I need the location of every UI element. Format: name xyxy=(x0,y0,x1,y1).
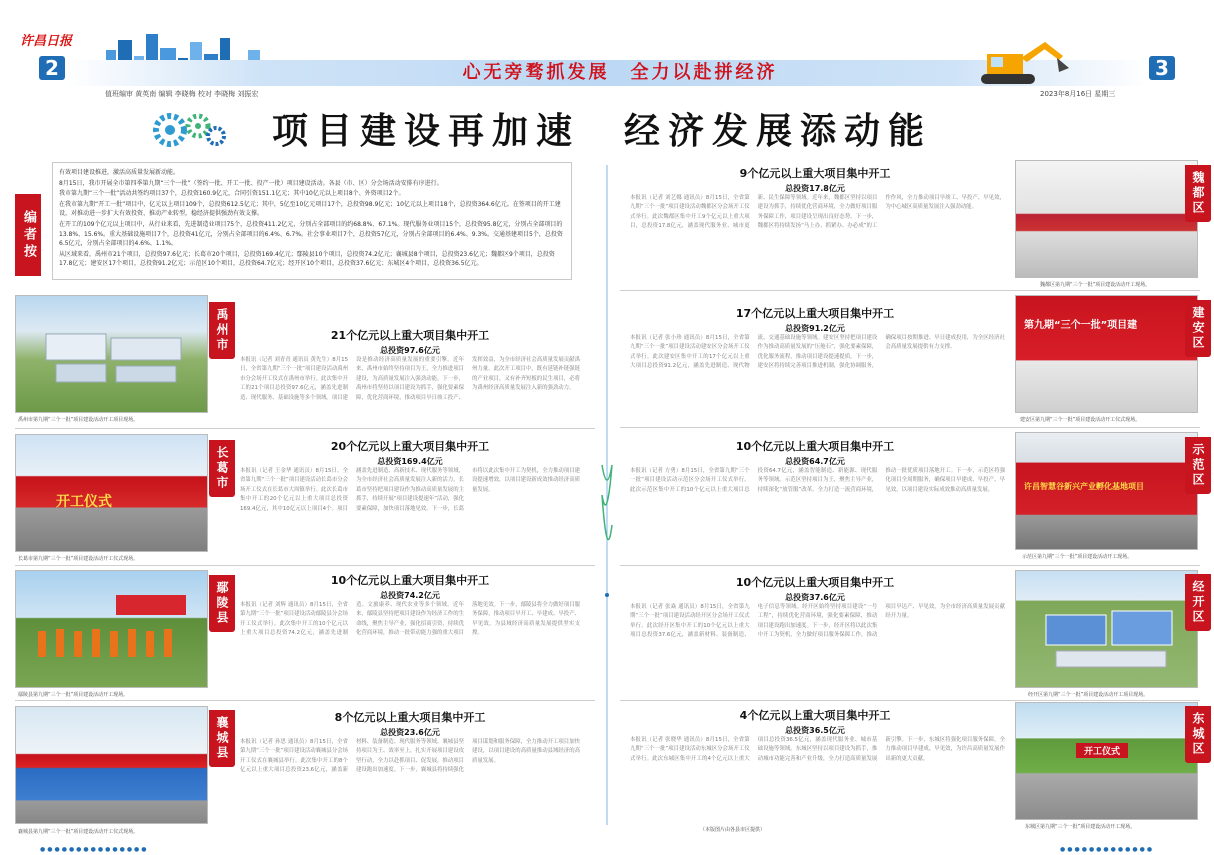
article-body: 本报讯（记者 刘青青 通讯员 黄先生）8月15日，全省第九期“三个一批”项目建设活动禹州市分会场开工仪式在禹州市举行。此次集中开工的21个项目总投资97.6亿元，涵盖先进制造、现代服务、基础设施等多个领域。项目建设是推动经济高质量发展的重要引擎。近年来，禹州市始终坚持项目为王，全力推进项目建设，为高质量发展注入强劲动能。下一步，禹州市将坚持以项目建设为抓手，强化要素保障，优化营商环境，推动项目早日竣工投产、发挥效益，为全市经济社会高质量发展贡献禹州力量。此次开工项目中，既有延链补链强链的产业项目，又有补齐短板的民生项目，必将为禹州经济高质量发展注入新的强劲动力。 xyxy=(240,357,580,401)
yanling-workers-photo xyxy=(15,570,208,688)
section-divider xyxy=(15,565,595,566)
weidu-meeting-photo xyxy=(1015,160,1198,278)
banner-text: 开工仪式 xyxy=(56,494,112,510)
article-subtitle: 总投资37.6亿元 xyxy=(785,593,845,602)
area-tag-yanling: 鄢陵县 xyxy=(209,575,235,632)
article-body: 本报讯（记者 张小珍 通讯员）8月15日，全省第九期“三个一批”项目建设活动建安区分会场开工仪式举行。此次建安区集中开工的17个亿元以上重大项目总投资91.2亿元，涵盖先进制造、现代物流、交通基础设施等领域。建安区坚持把项目建设作为推动高质量发展的“压舱石”，强化要素保障，优化服务流程，推动项目建设提速提质。下一步，建安区将持续完善项目推进机制，强化协调服务，确保项目按期推进、早日建成投用，为全区经济社会高质量发展提供有力支撑。 xyxy=(630,335,1005,370)
staff-line: 值班编审 黄英南 编辑 李晓梅 校对 李晓梅 刘振宏 xyxy=(105,90,259,98)
page-slogan: 心无旁骛抓发展 全力以赴拼经济 xyxy=(462,62,778,83)
page-number-left: 2 xyxy=(39,56,65,80)
article-title: 10个亿元以上重大项目集中开工 xyxy=(735,440,895,453)
article-subtitle: 总投资74.2亿元 xyxy=(380,591,440,600)
article-body: 本报讯（记者 方勇）8月15日，全省第九期“三个一批”项目建设活动示范区分会场开工仪式举行。此次示范区集中开工的10个亿元以上重大项目总投资64.7亿元，涵盖智能制造、新能源、现代服务等领域。示范区坚持项目为王，聚焦主导产业，持续深化“放管服”改革，全力打造一流营商环境，推动一批优质项目落地开工。下一步，示范区将强化项目全周期服务，确保项目早建成、早投产、早见效，以项目建设实际成效推动高质量发展。 xyxy=(630,468,1005,493)
footer-dots-left: ●●●●●●●●●●●●●●● xyxy=(40,846,149,853)
center-divider-decoration xyxy=(600,165,614,825)
page-headline: 项目建设再加速 经济发展添动能 xyxy=(272,111,933,152)
article-title: 8个亿元以上重大项目集中开工 xyxy=(334,711,486,724)
section-divider xyxy=(620,565,1200,566)
article-title: 21个亿元以上重大项目集中开工 xyxy=(330,329,490,342)
article-subtitle: 总投资169.4亿元 xyxy=(377,457,443,466)
banner-text: 第九期“三个一批”项目建 xyxy=(1024,320,1138,331)
photo-caption: 示范区第九期“三个一批”项目建设活动开工现场。 xyxy=(1022,554,1133,560)
photo-caption: 襄城县第九期“三个一批”项目建设活动开工仪式现场。 xyxy=(18,829,139,835)
banner-text: 许昌智慧谷新兴产业孵化基地项目 xyxy=(1024,482,1144,491)
photo-caption: 经开区第九期“三个一批”项目建设活动开工项目现场。 xyxy=(1028,692,1149,698)
editor-note-paragraph: 从区域来看，禹州市21个项目，总投资97.6亿元；长葛市20个项目，总投资169.4亿元；鄢陵县10个项目，总投资74.2亿元；襄城县8个项目，总投资23.6亿元；魏都区9个项目，总投资17.8亿元；建安区17个项目，总投资91.2亿元；示范区10个项目，总投资64.7亿元；经开区10个项目，总投资37.6亿元；东城区4个项目，总投资36.5亿元。 xyxy=(59,250,555,268)
photo-caption: 长葛市第九期“三个一批”项目建设活动开工仪式现场。 xyxy=(18,556,139,562)
photo-caption: 禹州市第九期“三个一批”项目建设活动开工项目现场。 xyxy=(18,417,139,423)
article-subtitle: 总投资36.5亿元 xyxy=(785,726,845,735)
yuzhou-project-photo xyxy=(15,295,208,413)
xiangcheng-ceremony-photo xyxy=(15,706,208,824)
article-body: 本报讯（记者 刘辉 通讯员）8月15日，全省第九期“三个一批”项目建设活动鄢陵县分会场开工仪式举行。此次集中开工的10个亿元以上重大项目总投资74.2亿元，涵盖先进制造、文旅康养、现代农业等多个领域。近年来，鄢陵县坚持把项目建设作为经济工作的生命线，聚焦主导产业，强化招商引资，持续优化营商环境，推动一批带动能力强的重大项目落地见效。下一步，鄢陵县将全力做好项目服务保障，推动项目早开工、早建成、早投产、早见效，为县域经济高质量发展提供坚实支撑。 xyxy=(240,602,580,637)
editor-note-tag: 编者按 xyxy=(15,194,41,276)
article-subtitle: 总投资91.2亿元 xyxy=(785,324,845,333)
article-subtitle: 总投资64.7亿元 xyxy=(785,457,845,466)
photo-caption: 鄢陵县第九期“三个一批”项目建设活动开工现场。 xyxy=(18,692,129,698)
article-subtitle: 总投资17.8亿元 xyxy=(785,184,845,193)
article-subtitle: 总投资23.6亿元 xyxy=(380,728,440,737)
photo-caption: 魏都区第九期“三个一批”项目建设活动开工现场。 xyxy=(1040,282,1151,288)
article-title: 10个亿元以上重大项目集中开工 xyxy=(330,574,490,587)
article-body: 本报讯（记者 刘艺娜 通讯员）8月15日，全省第九期“三个一批”项目建设活动魏都区分会场开工仪式举行。此次魏都区集中开工9个亿元以上重大项目，总投资17.8亿元，涵盖现代服务业、城市更新、民生保障等领域。近年来，魏都区坚持以项目建设为抓手，持续优化营商环境，全力做好项目服务保障工作，项目建设呈现出良好态势。下一步，魏都区将持续发扬“马上办、抓紧办、办必成”的工作作风，全力推动项目早竣工、早投产、早见效，为中心城区高质量发展注入强劲动能。 xyxy=(630,195,1005,230)
editor-note-paragraph: 在开工的109个亿元以上项目中，从行业来看，先进制造业项目75个，总投资411.2亿元，分别占全部项目的约68.8%、67.1%。现代服务业项目15个，总投资95.8亿元，分别占全部项目的13.8%、15.6%。重大基础设施项目7个，总投资41亿元，分别占全部项目的6.4%、6.7%。社会事业项目7个，总投资57亿元，分别占全部项目的6.4%、9.3%。交通基建项目5个，总投资6.5亿元，分别占全部项目的4.6%、1.1%。 xyxy=(59,220,563,248)
shifan-ceremony-photo xyxy=(1015,432,1198,550)
area-tag-jianan: 建安区 xyxy=(1185,300,1211,357)
editor-note-paragraph: 我市第九期“三个一批”活动共签约项目37个，总投资160.9亿元，合同引资151.1亿元；其中10亿元以上项目8个、外资项目2个。 xyxy=(59,190,405,198)
area-tag-shifan: 示范区 xyxy=(1185,437,1211,494)
article-title: 9个亿元以上重大项目集中开工 xyxy=(739,167,891,180)
dongcheng-ceremony-photo xyxy=(1015,702,1198,820)
area-tag-yuzhou: 禹州市 xyxy=(209,302,235,359)
article-body: 本报讯（记者 张晓华 通讯员）8月15日，全省第九期“三个一批”项目建设活动东城区分会场开工仪式举行。此次东城区集中开工的4个亿元以上重大项目总投资36.5亿元，涵盖现代服务业、城市基础设施等领域。东城区坚持以项目建设为抓手，推动城市功能完善和产业升级，全力打造高质量发展新引擎。下一步，东城区将强化项目服务保障，全力推动项目早建成、早见效，为许昌高质量发展作出新的更大贡献。 xyxy=(630,737,1005,762)
excavator-icon xyxy=(973,38,1073,86)
banner-text: 开工仪式 xyxy=(1076,743,1128,758)
area-tag-dongcheng: 东城区 xyxy=(1185,706,1211,763)
section-divider xyxy=(620,700,1200,701)
article-title: 17个亿元以上重大项目集中开工 xyxy=(735,307,895,320)
jingkai-aerial-photo xyxy=(1015,570,1198,688)
photo-caption: 建安区第九期“三个一批”项目建设活动开工仪式现场。 xyxy=(1020,417,1141,423)
article-title: 10个亿元以上重大项目集中开工 xyxy=(735,576,895,589)
footer-dots-right: ●●●●●●●●●●●●● xyxy=(1060,846,1155,853)
area-tag-jingkai: 经开区 xyxy=(1185,574,1211,631)
editor-note-paragraph: 在我市第九期“开工一批”项目中，亿元以上项目109个，总投资612.5亿元；其中，5亿至10亿元项目17个，总投资98.9亿元；10亿元以上项目18个，总投资364.6亿元。在签项目的开工建设，对推动进一步扩大有效投资、推动产业转型，稳经济提供强劲有效支撑。 xyxy=(59,200,561,218)
section-divider xyxy=(620,427,1200,428)
photo-credit-note: （本版图片由各县市区提供） xyxy=(700,827,766,833)
article-body: 本报讯（记者 张焱 通讯员）8月15日，全省第九期“三个一批”项目建设活动经开区分会场开工仪式举行。此次经开区集中开工的10个亿元以上重大项目总投资37.6亿元，涵盖新材料、装备制造、电子信息等领域。经开区始终坚持项目建设“一号工程”，持续优化营商环境，强化要素保障，推动项目建设跑出加速度。下一步，经开区将以此次集中开工为契机，全力做好项目服务保障工作，推动项目早达产、早见效，为全市经济高质量发展贡献经开力量。 xyxy=(630,604,1005,639)
area-tag-weidu: 魏都区 xyxy=(1185,165,1211,222)
section-divider xyxy=(15,700,595,701)
article-title: 20个亿元以上重大项目集中开工 xyxy=(330,440,490,453)
editor-note-paragraph: 有效项目建设推进，激活高质量发展新动能。 xyxy=(59,169,180,176)
jianan-stage-photo xyxy=(1015,295,1198,413)
gears-icon xyxy=(150,108,230,152)
article-title: 4个亿元以上重大项目集中开工 xyxy=(739,709,891,722)
photo-caption: 东城区第九期“三个一批”项目建设活动开工现场。 xyxy=(1025,824,1136,830)
newspaper-logo: 许昌日报 xyxy=(20,34,73,49)
area-tag-changge: 长葛市 xyxy=(209,440,235,497)
section-divider xyxy=(620,290,1200,291)
publication-date: 2023年8月16日 星期三 xyxy=(1040,90,1116,98)
article-subtitle: 总投资97.6亿元 xyxy=(380,346,440,355)
editor-note-box xyxy=(52,162,572,280)
editor-note-paragraph: 8月15日，我市开展全市第四季第九期“三个一批”（签约一批、开工一批、投产一批）项目建设活动。各县（市、区）分会场活动安排有序进行。 xyxy=(59,179,443,187)
changge-ceremony-photo xyxy=(15,434,208,552)
section-divider xyxy=(15,428,595,429)
article-body: 本报讯（记者 王金华 通讯员）8月15日，全省第九期“三个一批”项目建设活动长葛市分会场开工仪式在长葛市大周镇举行。此次长葛市集中开工的20个亿元以上重大项目总投资169.4亿元，其中10亿元以上项目4个。项目涵盖先进制造、高新技术、现代服务等领域，为全市经济社会高质量发展注入新的活力。长葛市坚持把项目建设作为推动高质量发展的主抓手，持续开展“项目建设提速年”活动，强化要素保障，加快项目落地见效。下一步，长葛市将以此次集中开工为契机，全力推动项目建设提速增效，以项目建设新成效推动经济高质量发展。 xyxy=(240,468,580,512)
page-number-right: 3 xyxy=(1149,56,1175,80)
area-tag-xiangcheng: 襄城县 xyxy=(209,710,235,767)
article-body: 本报讯（记者 孙思 通讯员）8月15日，全省第九期“三个一批”项目建设活动襄城县分会场开工仪式在襄城县举行。此次集中开工的8个亿元以上重大项目总投资23.6亿元，涵盖新材料、装备制造、现代服务等领域。襄城县坚持项目为王、效率至上，扎实开展项目建设攻坚行动，全力以赴抓项目、促发展，推动项目建设跑出加速度。下一步，襄城县将持续强化项目谋划和服务保障，全力推动开工项目加快建设，以项目建设的高质量推动县域经济的高质量发展。 xyxy=(240,739,580,774)
